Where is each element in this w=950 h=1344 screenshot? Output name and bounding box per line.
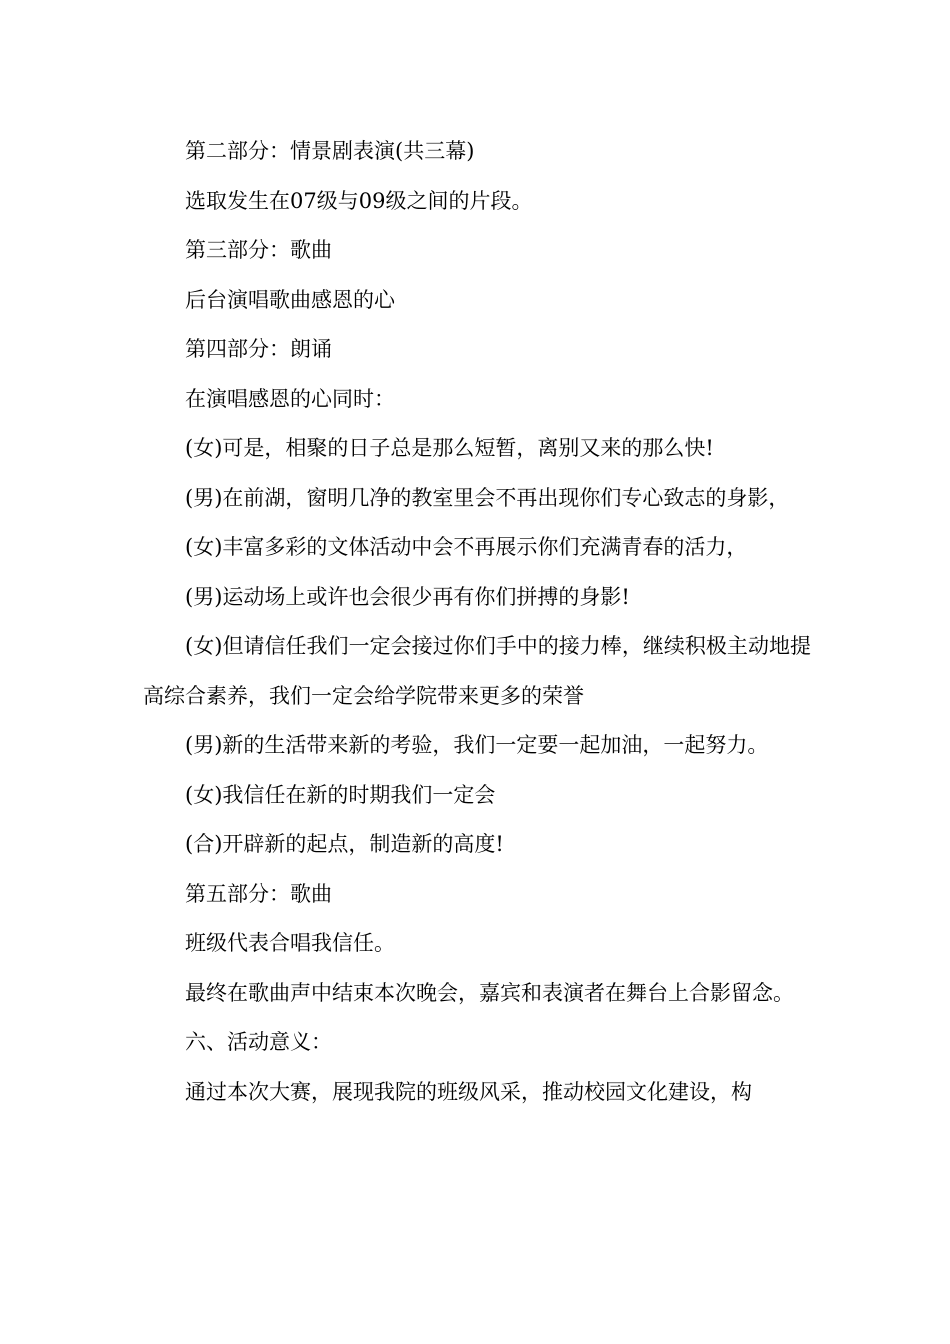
section-heading-part-5: 第五部分：歌曲	[185, 881, 332, 906]
dialogue-line: (合)开辟新的起点，制造新的高度!	[185, 832, 504, 856]
document-body	[143, 127, 811, 1117]
section-heading-part-4: 第四部分：朗诵	[185, 337, 332, 361]
body-paragraph: 通过本次大赛，展现我院的班级风采，推动校园文化建设，构	[185, 1079, 752, 1104]
dialogue-line: (女)我信任在新的时期我们一定会	[185, 782, 496, 807]
dialogue-line: (女)可是，相聚的日子总是那么短暂，离别又来的那么快!	[185, 436, 714, 460]
body-paragraph: 最终在歌曲声中结束本次晚会，嘉宾和表演者在舞台上合影留念。	[185, 980, 794, 1005]
body-paragraph: 后台演唱歌曲感恩的心	[185, 287, 395, 312]
dialogue-line: (男)在前湖，窗明几净的教室里会不再出现你们专心致志的身影，	[185, 485, 790, 510]
body-paragraph: 选取发生在07级与09级之间的片段。	[185, 188, 533, 213]
dialogue-line: (女)但请信任我们一定会接过你们手中的接力棒，继续积极主动地提高综合素养，我们一定会给学院带来更多的荣誉	[143, 634, 811, 708]
body-paragraph: 班级代表合唱我信任。	[185, 931, 395, 955]
section-heading-part-3: 第三部分：歌曲	[185, 238, 332, 262]
dialogue-line: (女)丰富多彩的文体活动中会不再展示你们充满青春的活力，	[185, 535, 748, 559]
section-heading-part-2: 第二部分：情景剧表演(共三幕)	[185, 139, 475, 163]
dialogue-line: (男)运动场上或许也会很少再有你们拼搏的身影!	[185, 584, 630, 609]
dialogue-line: (男)新的生活带来新的考验，我们一定要一起加油，一起努力。	[185, 733, 769, 757]
body-paragraph: 在演唱感恩的心同时：	[185, 386, 395, 411]
section-heading-significance: 六、活动意义：	[185, 1030, 332, 1054]
